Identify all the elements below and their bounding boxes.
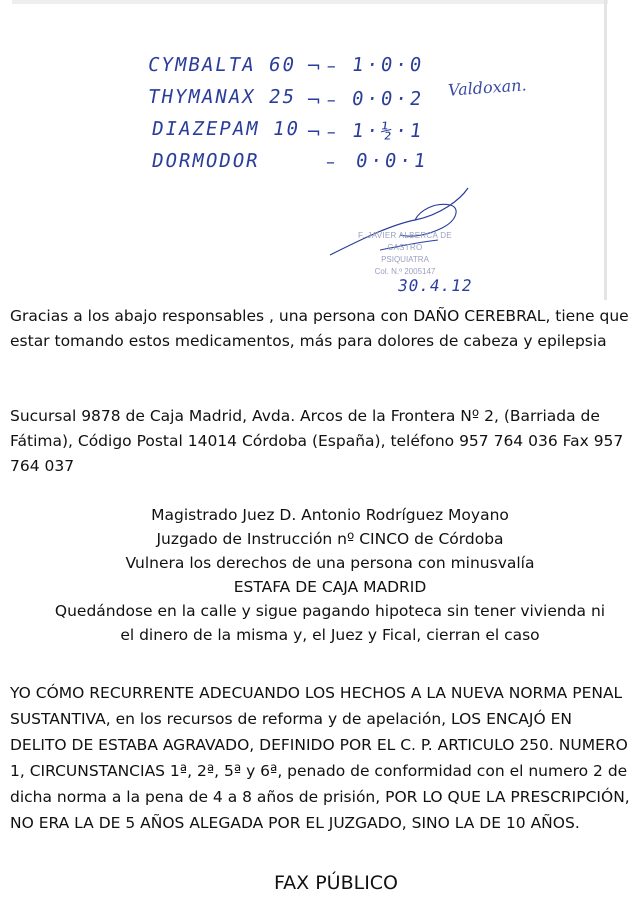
rx-note: Valdoxan.: [447, 75, 528, 100]
stamp-college-number: Col. N.º 2005147: [374, 267, 436, 276]
appeal-paragraph: YO CÓMO RECURRENTE ADECUANDO LOS HECHOS A LA NUEVA NORMA PENAL SUSTANTIVA, en los recursos de reforma y de apelación, LOS ENCAJÓ EN DELITO DE ESTABA AGRAVADO, DEFINIDO POR EL C. P. ARTICULO 250. NUMERO 1, CIRCUNSTANCIAS 1ª, 2ª, 5ª y 6ª, penado de conformidad con el numero 2 de dicha norma a la pena de 4 a 8 años de prisión, POR LO QUE LA PRESCRIPCIÓN, NO ERA LA DE 5 AÑOS ALEGADA POR EL JUZGADO, SINO LA DE 10 AÑOS.: [10, 684, 630, 832]
mortgage-line: Quedándose en la calle y sigue pagando hipoteca sin tener vivienda ni: [54, 602, 606, 620]
rx-dose-2: 0·0·2: [350, 88, 426, 110]
court-line: Juzgado de Instrucción nº CINCO de Córdoba: [156, 530, 504, 548]
doctor-stamp: [340, 230, 470, 278]
rx-dose-4: 0·0·1: [354, 150, 430, 172]
stamp-specialty: PSIQUIATRA: [381, 255, 429, 264]
prescription-scan: [12, 0, 608, 300]
rx-drug-3: DIAZEPAM 10: [150, 118, 302, 140]
rx-dash-2: ¬ –: [306, 90, 336, 111]
rx-drug-2: THYMANAX 25: [146, 86, 298, 108]
centered-statement: [10, 503, 640, 647]
rx-dose-1: 1·0·0: [350, 54, 426, 76]
rx-dose-3: 1·½·1: [350, 120, 426, 142]
judge-line: Magistrado Juez D. Antonio Rodríguez Moyano: [151, 506, 509, 524]
stamp-doctor-name: F. JAVIER ALBERCA DE CASTRO: [358, 231, 452, 252]
fraud-line: ESTAFA DE CAJA MADRID: [233, 578, 427, 596]
scan-top-edge: [12, 0, 608, 4]
rx-dash-4: –: [326, 152, 335, 173]
intro-paragraph: Gracias a los abajo responsables , una persona con DAÑO CEREBRAL, tiene que estar tomando estos medicamentos, más para dolores de cabeza y epilepsia: [10, 307, 629, 350]
footer-title: FAX PÚBLICO: [273, 872, 399, 894]
rx-drug-4: DORMODOR: [150, 150, 262, 172]
scan-right-edge: [604, 0, 607, 300]
rx-date: 30.4.12: [396, 276, 475, 295]
branch-paragraph: Sucursal 9878 de Caja Madrid, Avda. Arcos de la Frontera Nº 2, (Barriada de Fátima), Código Postal 14014 Córdoba (España), teléfono 957 764 036 Fax 957 764 037: [10, 407, 624, 475]
rx-dash-1: ¬ –: [306, 56, 336, 77]
rx-dash-3: ¬ –: [306, 122, 336, 143]
rights-line: Vulnera los derechos de una persona con minusvalía: [125, 554, 535, 572]
rx-drug-1: CYMBALTA 60: [146, 54, 298, 76]
case-closed-line: el dinero de la misma y, el Juez y Fical, cierran el caso: [120, 626, 540, 644]
